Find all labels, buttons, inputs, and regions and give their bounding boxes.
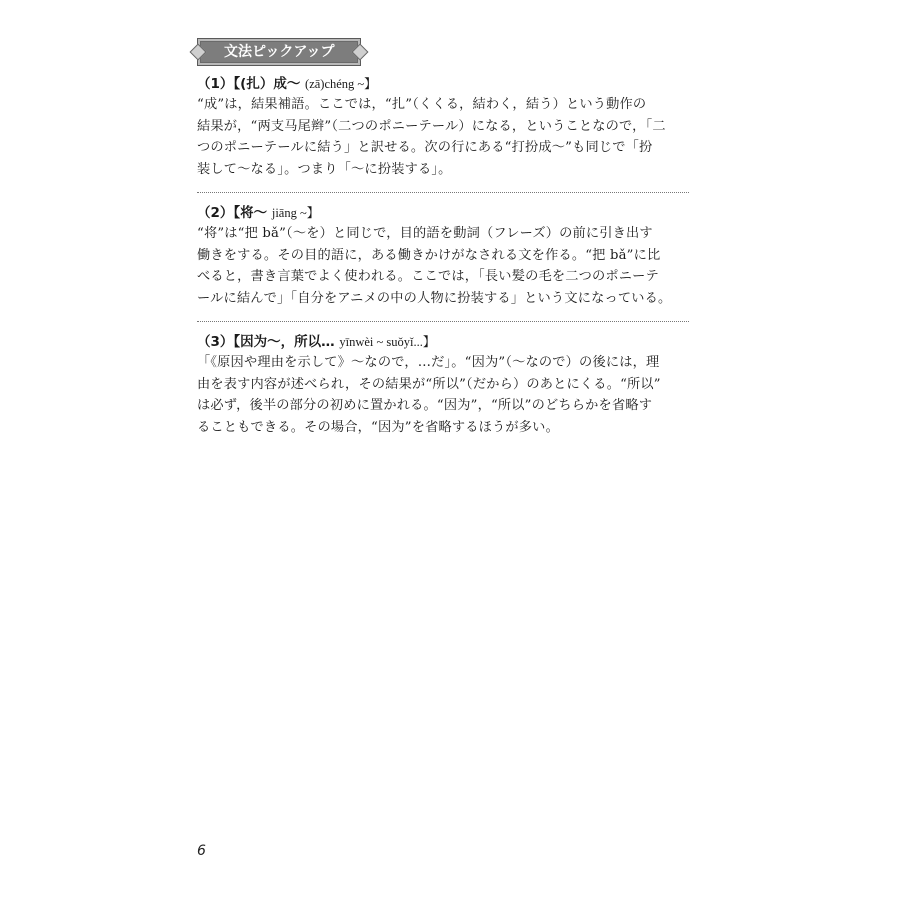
grammar-item-3	[197, 332, 689, 438]
grammar-explanation	[197, 94, 689, 180]
grammar-heading	[197, 332, 689, 352]
badge-label: 文法ピックアップ	[224, 44, 335, 60]
page-number: 6	[197, 843, 206, 859]
text-line: つのポニーテールに結う」と訳せる。次の行にある“打扮成～”も同じで「扮	[197, 140, 653, 155]
heading-text: （1）【(扎）成～	[197, 76, 301, 92]
text-line: 「《原因や理由を示して》～なので，…だ」。“因为”（～なので）の後には，理	[197, 355, 660, 370]
heading-pinyin: (zā)chéng ~】	[305, 77, 377, 91]
badge-left-ornament	[190, 44, 207, 61]
grammar-explanation	[197, 352, 689, 438]
grammar-heading	[197, 203, 689, 223]
text-line: べると，書き言葉でよく使われる。ここでは，「長い髪の毛を二つのポニーテ	[197, 269, 659, 284]
text-line: “将”は“把 bǎ”（～を）と同じで，目的語を動詞（フレーズ）の前に引き出す	[197, 226, 653, 241]
grammar-heading	[197, 74, 689, 94]
text-line: 由を表す内容が述べられ，その結果が“所以”（だから）のあとにくる。“所以”	[197, 376, 661, 392]
dotted-divider	[197, 321, 689, 322]
text-line: ることもできる。その場合，“因为”を省略するほうが多い。	[197, 419, 559, 435]
heading-text: （2）【将～	[197, 205, 268, 221]
page-content	[197, 38, 689, 438]
grammar-item-2	[197, 203, 689, 309]
heading-pinyin: jiāng ~】	[271, 206, 320, 220]
section-badge	[197, 38, 361, 66]
text-line: “成”は，結果補語。ここでは，“扎”（くくる，結わく，結う）という動作の	[197, 97, 647, 112]
text-line: は必ず，後半の部分の初めに置かれる。“因为”，“所以”のどちらかを省略す	[197, 398, 653, 413]
heading-pinyin: yīnwèi ~ suǒyǐ...】	[339, 335, 436, 349]
badge-right-ornament	[352, 44, 369, 61]
text-line: 装して～なる」。つまり「～に扮装する」。	[197, 161, 452, 177]
text-line: ールに結んで」「自分をアニメの中の人物に扮装する」という文になっている。	[197, 290, 672, 306]
dotted-divider	[197, 192, 689, 193]
grammar-explanation	[197, 223, 689, 309]
text-line: 結果が，“两支马尾辫”（二つのポニーテール）になる，ということなので，「二	[197, 118, 666, 134]
grammar-item-1	[197, 74, 689, 180]
heading-text: （3）【因为～，所以…	[197, 334, 335, 350]
text-line: 働きをする。その目的語に，ある働きかけがなされる文を作る。“把 bǎ”に比	[197, 247, 661, 263]
